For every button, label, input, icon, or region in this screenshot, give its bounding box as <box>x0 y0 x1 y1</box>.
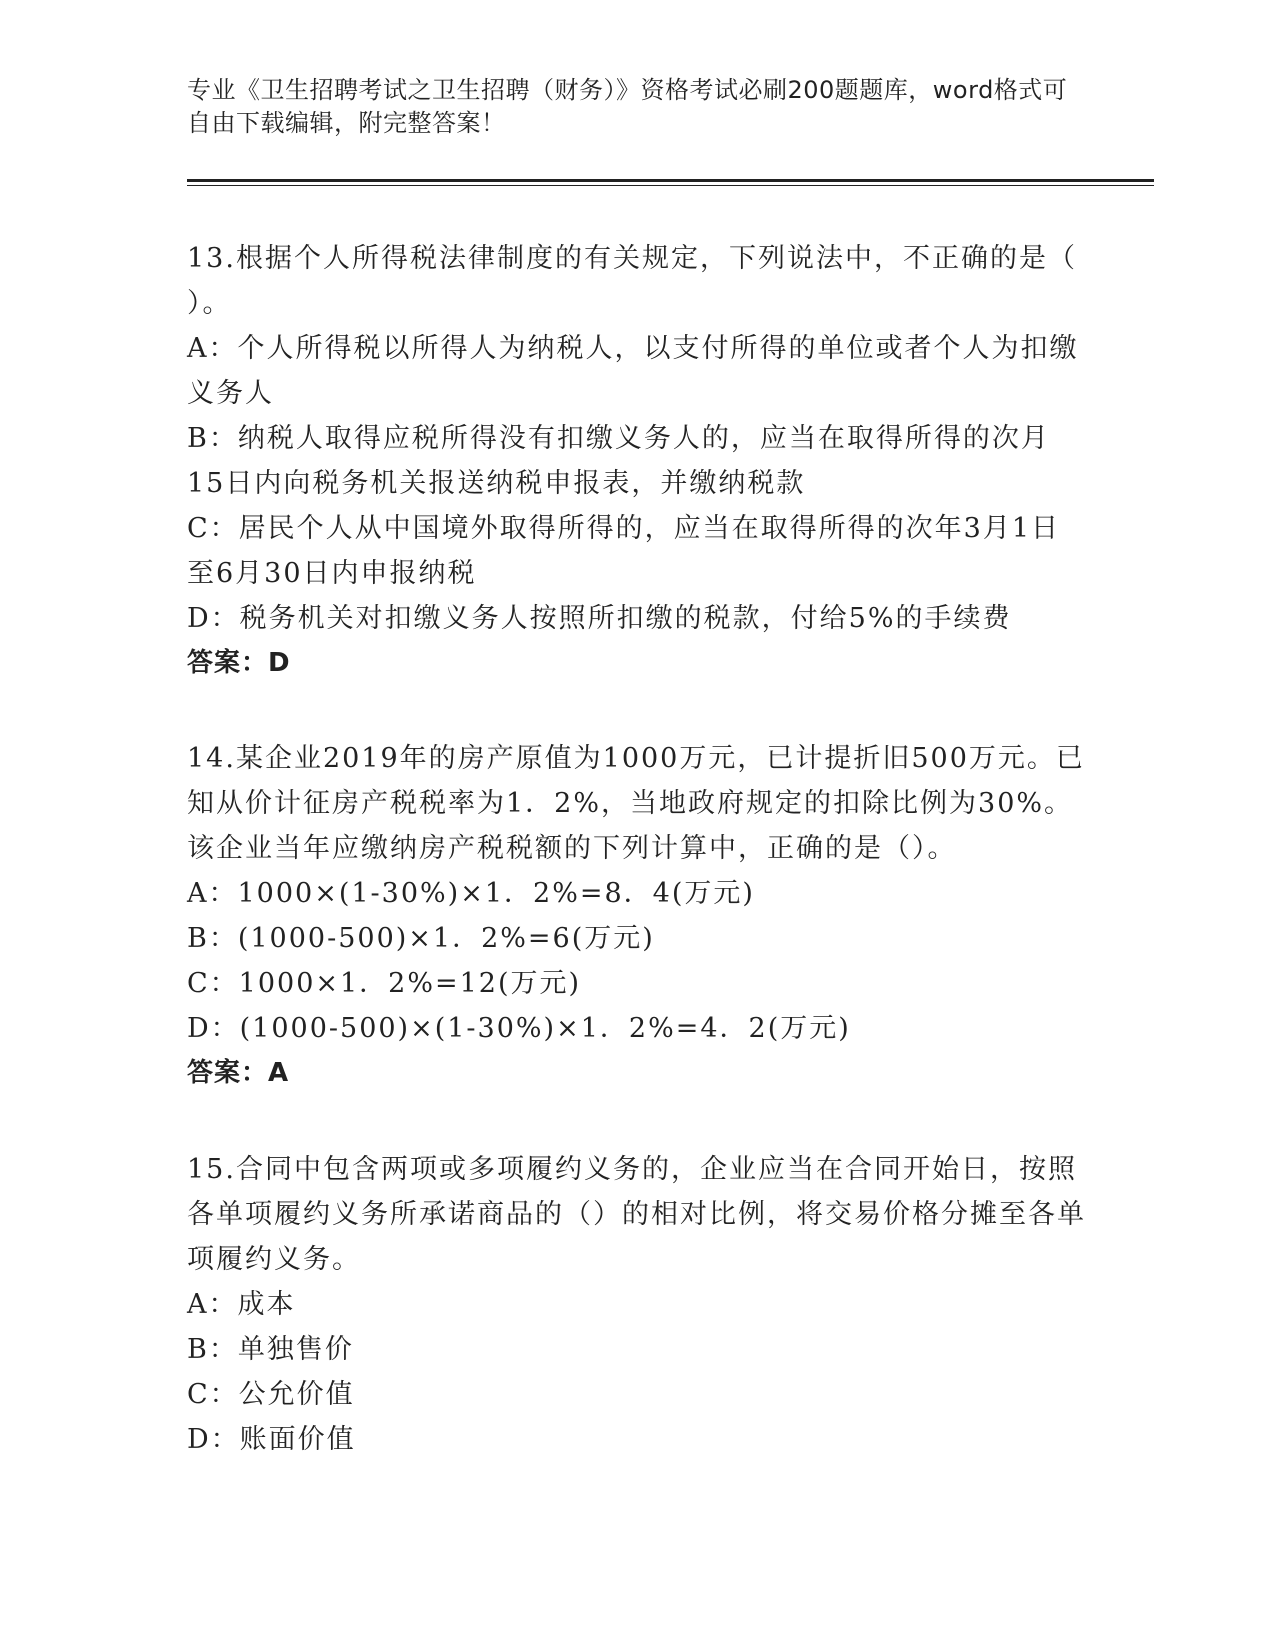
option-c: C：1000×1．2%=12(万元) <box>187 968 582 999</box>
option-d: D：税务机关对扣缴义务人按照所扣缴的税款，付给5%的手续费 <box>187 603 1012 634</box>
option-b: B：纳税人取得应税所得没有扣缴义务人的，应当在取得所得的次月15日内向税务机关报送纳税申报表，并缴纳税款 <box>187 423 1050 499</box>
header-divider-thick <box>187 179 1154 182</box>
question-stem: 13.根据个人所得税法律制度的有关规定，下列说法中，不正确的是（ ）。 <box>187 243 1077 319</box>
question-stem: 15.合同中包含两项或多项履约义务的，企业应当在合同开始日，按照各单项履约义务所承诺商品的（）的相对比例，将交易价格分摊至各单项履约义务。 <box>187 1154 1086 1275</box>
option-b: B：(1000-500)×1．2%=6(万元) <box>187 923 655 954</box>
option-d: D：账面价值 <box>187 1424 356 1455</box>
question-stem: 14.某企业2019年的房产原值为1000万元，已计提折旧500万元。已知从价计征房产税税率为1．2%，当地政府规定的扣除比例为30%。该企业当年应缴纳房产税税额的下列计算中，正确的是（）。 <box>187 743 1085 864</box>
answer-label: 答案：A <box>187 1058 290 1088</box>
option-a: A：1000×(1-30%)×1．2%=8．4(万元) <box>187 878 755 909</box>
option-d: D：(1000-500)×(1-30%)×1．2%=4．2(万元) <box>187 1013 851 1044</box>
question-14 <box>187 736 1087 1096</box>
document-header <box>187 74 1087 140</box>
option-c: C：公允价值 <box>187 1379 355 1410</box>
answer-label: 答案：D <box>187 648 291 678</box>
option-c: C：居民个人从中国境外取得所得的，应当在取得所得的次年3月1日至6月30日内申报纳税 <box>187 513 1061 589</box>
option-b: B：单独售价 <box>187 1334 354 1365</box>
header-divider-thin <box>187 185 1154 186</box>
question-13 <box>187 236 1087 686</box>
question-15 <box>187 1147 1087 1462</box>
header-text: 专业《卫生招聘考试之卫生招聘（财务）》资格考试必刷200题题库，word格式可自由下载编辑，附完整答案！ <box>187 76 1068 137</box>
option-a: A：成本 <box>187 1289 296 1320</box>
option-a: A：个人所得税以所得人为纳税人，以支付所得的单位或者个人为扣缴义务人 <box>187 333 1079 409</box>
